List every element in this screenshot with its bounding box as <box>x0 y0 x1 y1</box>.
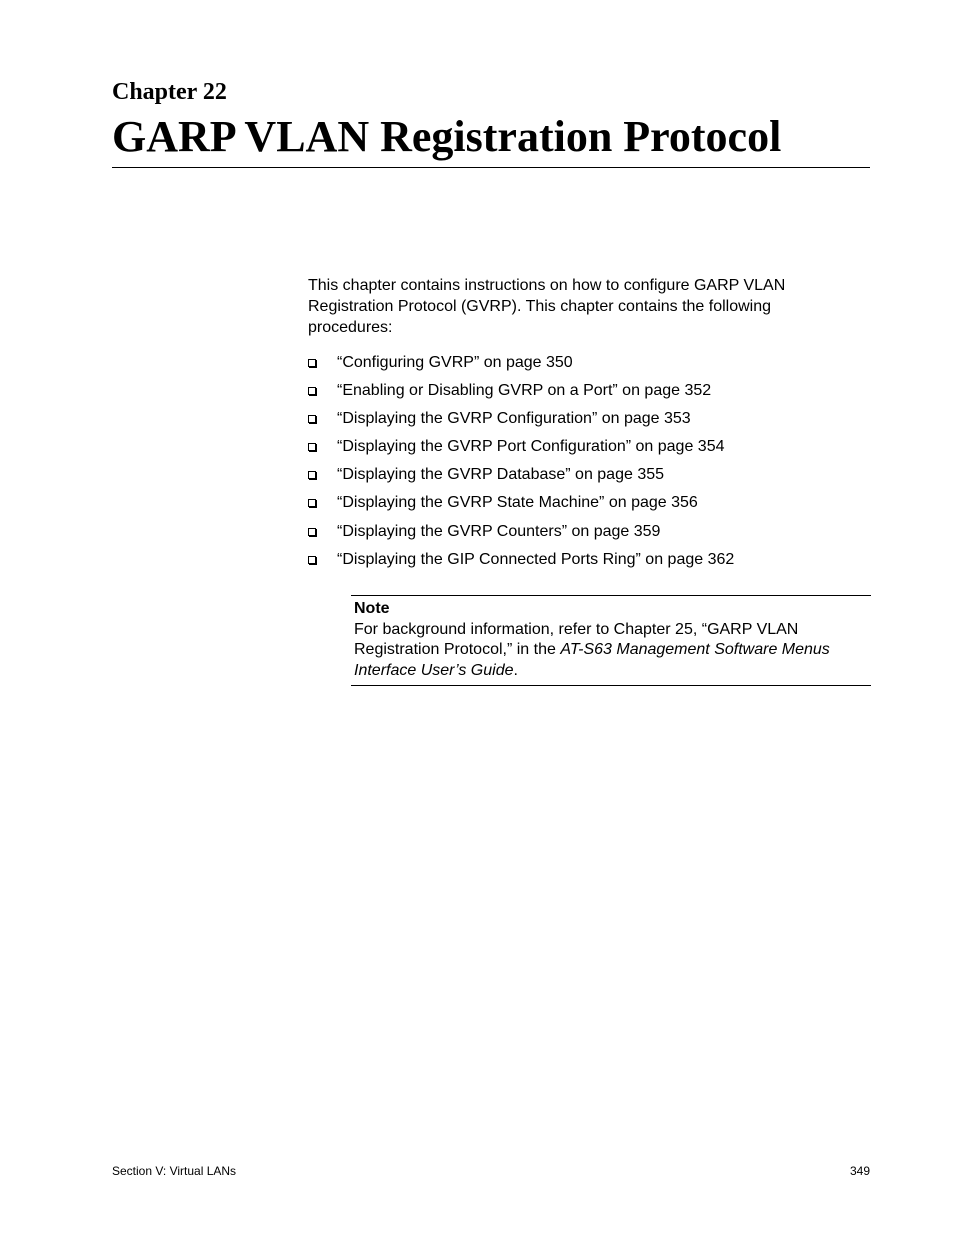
note-heading: Note <box>354 600 390 617</box>
note-text: For background information, refer to Chapter 25, “GARP VLAN Registration Protocol,” in the <box>354 620 799 658</box>
list-item[interactable] <box>308 492 734 520</box>
note-body <box>354 621 830 679</box>
procedure-link[interactable]: “Displaying the GVRP Port Configuration” on page 354 <box>337 438 725 456</box>
list-item[interactable] <box>308 408 734 436</box>
checkbox-bullet-icon <box>308 556 316 564</box>
procedure-link[interactable]: “Displaying the GIP Connected Ports Ring” on page 362 <box>337 550 735 568</box>
checkbox-bullet-icon <box>308 499 316 507</box>
checkbox-bullet-icon <box>308 387 316 395</box>
procedure-link[interactable]: “Displaying the GVRP State Machine” on page 356 <box>337 494 698 512</box>
checkbox-bullet-icon <box>308 528 316 536</box>
procedure-link[interactable]: “Displaying the GVRP Counters” on page 359 <box>337 522 661 540</box>
page-number: 349 <box>849 1164 870 1178</box>
chapter-title: GARP VLAN Registration Protocol <box>112 112 782 161</box>
checkbox-bullet-icon <box>308 359 316 367</box>
list-item[interactable] <box>308 521 734 549</box>
footer-section: Section V: Virtual LANs <box>112 1164 237 1178</box>
checkbox-bullet-icon <box>308 415 316 423</box>
title-divider <box>112 167 870 168</box>
list-item[interactable] <box>308 436 734 464</box>
list-item[interactable] <box>308 352 734 380</box>
procedure-list <box>308 352 734 577</box>
checkbox-bullet-icon <box>308 471 316 479</box>
list-item[interactable] <box>308 380 734 408</box>
intro-paragraph: This chapter contains instructions on how to configure GARP VLAN Registration Protocol (GVRP). This chapter contains the following procedures: <box>308 277 786 336</box>
procedure-link[interactable]: “Enabling or Disabling GVRP on a Port” on page 352 <box>337 382 712 400</box>
note-guide-title: AT-S63 Management Software Menus Interface User’s Guide <box>354 641 830 679</box>
procedure-link[interactable]: “Displaying the GVRP Configuration” on page 353 <box>337 410 691 428</box>
list-item[interactable] <box>308 464 734 492</box>
procedure-link[interactable]: “Displaying the GVRP Database” on page 355 <box>337 466 665 484</box>
note-box <box>351 595 871 686</box>
checkbox-bullet-icon <box>308 443 316 451</box>
procedure-link[interactable]: “Configuring GVRP” on page 350 <box>337 354 573 371</box>
note-text-end: . <box>513 661 518 679</box>
chapter-label: Chapter 22 <box>112 79 227 105</box>
list-item[interactable] <box>308 549 734 577</box>
